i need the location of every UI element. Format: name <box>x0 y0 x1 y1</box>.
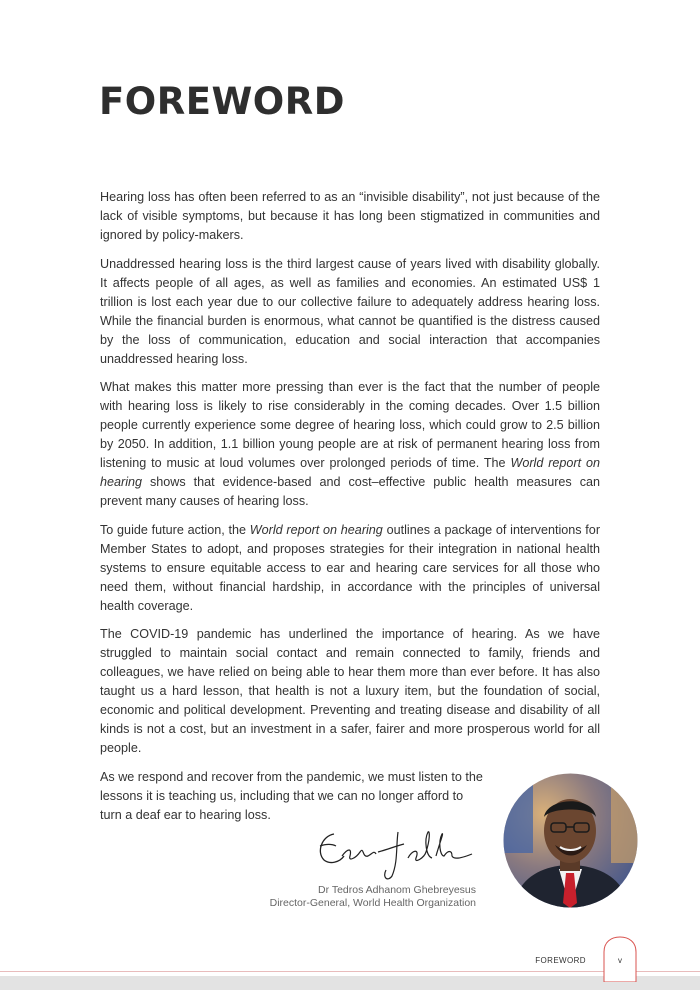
foreword-paragraph <box>100 768 485 825</box>
foreword-paragraph <box>100 521 600 616</box>
report-title-italic: World report on hearing <box>100 456 600 489</box>
footer-rule <box>0 971 700 972</box>
paragraph-text: Unaddressed hearing loss is the third largest cause of years lived with disability globally. It affects people of all ages, as well as families and economies. An estimated US$ 1 trillion is lost each year due to our collective failure to adequately address hearing loss. While the financial burden is enormous, what cannot be quantified is the distress caused by the loss of communication, education and social interaction that accompanies unaddressed hearing loss. <box>100 256 600 366</box>
signatory-role: Director-General, World Health Organization <box>269 897 476 909</box>
page-number: v <box>618 956 622 965</box>
page-title: FOREWORD <box>99 80 345 123</box>
paragraph-text: The COVID-19 pandemic has underlined the importance of hearing. As we have struggled to maintain social contact and remain connected to family, friends and colleagues, we have relied on being able to hear them more than ever before. It has also taught us a hard lesson, that health is not a luxury item, but the foundation of social, economic and political development. Preventing and treating disease and disability of all kinds is not a cost, but an investment in a safer, fairer and more prosperous world for all people. <box>100 627 600 755</box>
signatory-name: Dr Tedros Adhanom Ghebreyesus <box>318 884 476 896</box>
foreword-paragraph <box>100 625 600 758</box>
foreword-body <box>100 188 600 834</box>
paragraph-text: To guide future action, the <box>100 522 250 537</box>
footer-section-label: FOREWORD <box>535 956 586 965</box>
foreword-paragraph <box>100 255 600 369</box>
paragraph-text: As we respond and recover from the pandemic, we must listen to the lessons it is teaching us, including that we can no longer afford to turn a deaf ear to hearing loss. <box>100 769 483 822</box>
paragraph-text: shows that evidence-based and cost–effective public health measures can prevent many causes of hearing loss. <box>100 475 600 508</box>
foreword-paragraph <box>100 188 600 245</box>
signatory-block <box>270 884 476 910</box>
paragraph-text: What makes this matter more pressing than ever is the fact that the number of people with hearing loss is likely to rise considerably in the coming decades. Over 1.5 billion people currently experience some degree of hearing loss, which could grow to 2.5 billion by 2050. In addition, 1.1 billion young people are at risk of permanent hearing loss from listening to music at loud volumes over prolonged periods of time. The <box>100 380 600 470</box>
signature-image <box>312 822 482 884</box>
portrait-photo <box>503 773 638 908</box>
report-title-italic: World report on hearing <box>249 522 383 537</box>
foreword-paragraph <box>100 378 600 511</box>
footer-band <box>0 976 700 990</box>
paragraph-text: Hearing loss has often been referred to as an “invisible disability”, not just because of the lack of visible symptoms, but because it has long been stigmatized in communities and ignored by policy-makers. <box>100 190 600 242</box>
paragraph-text: outlines a package of interventions for Member States to adopt, and proposes strategies for their integration in national health systems to ensure equitable access to ear and hearing care services for all those who need them, without financial hardship, in accordance with the principles of universal health coverage. <box>100 522 601 613</box>
